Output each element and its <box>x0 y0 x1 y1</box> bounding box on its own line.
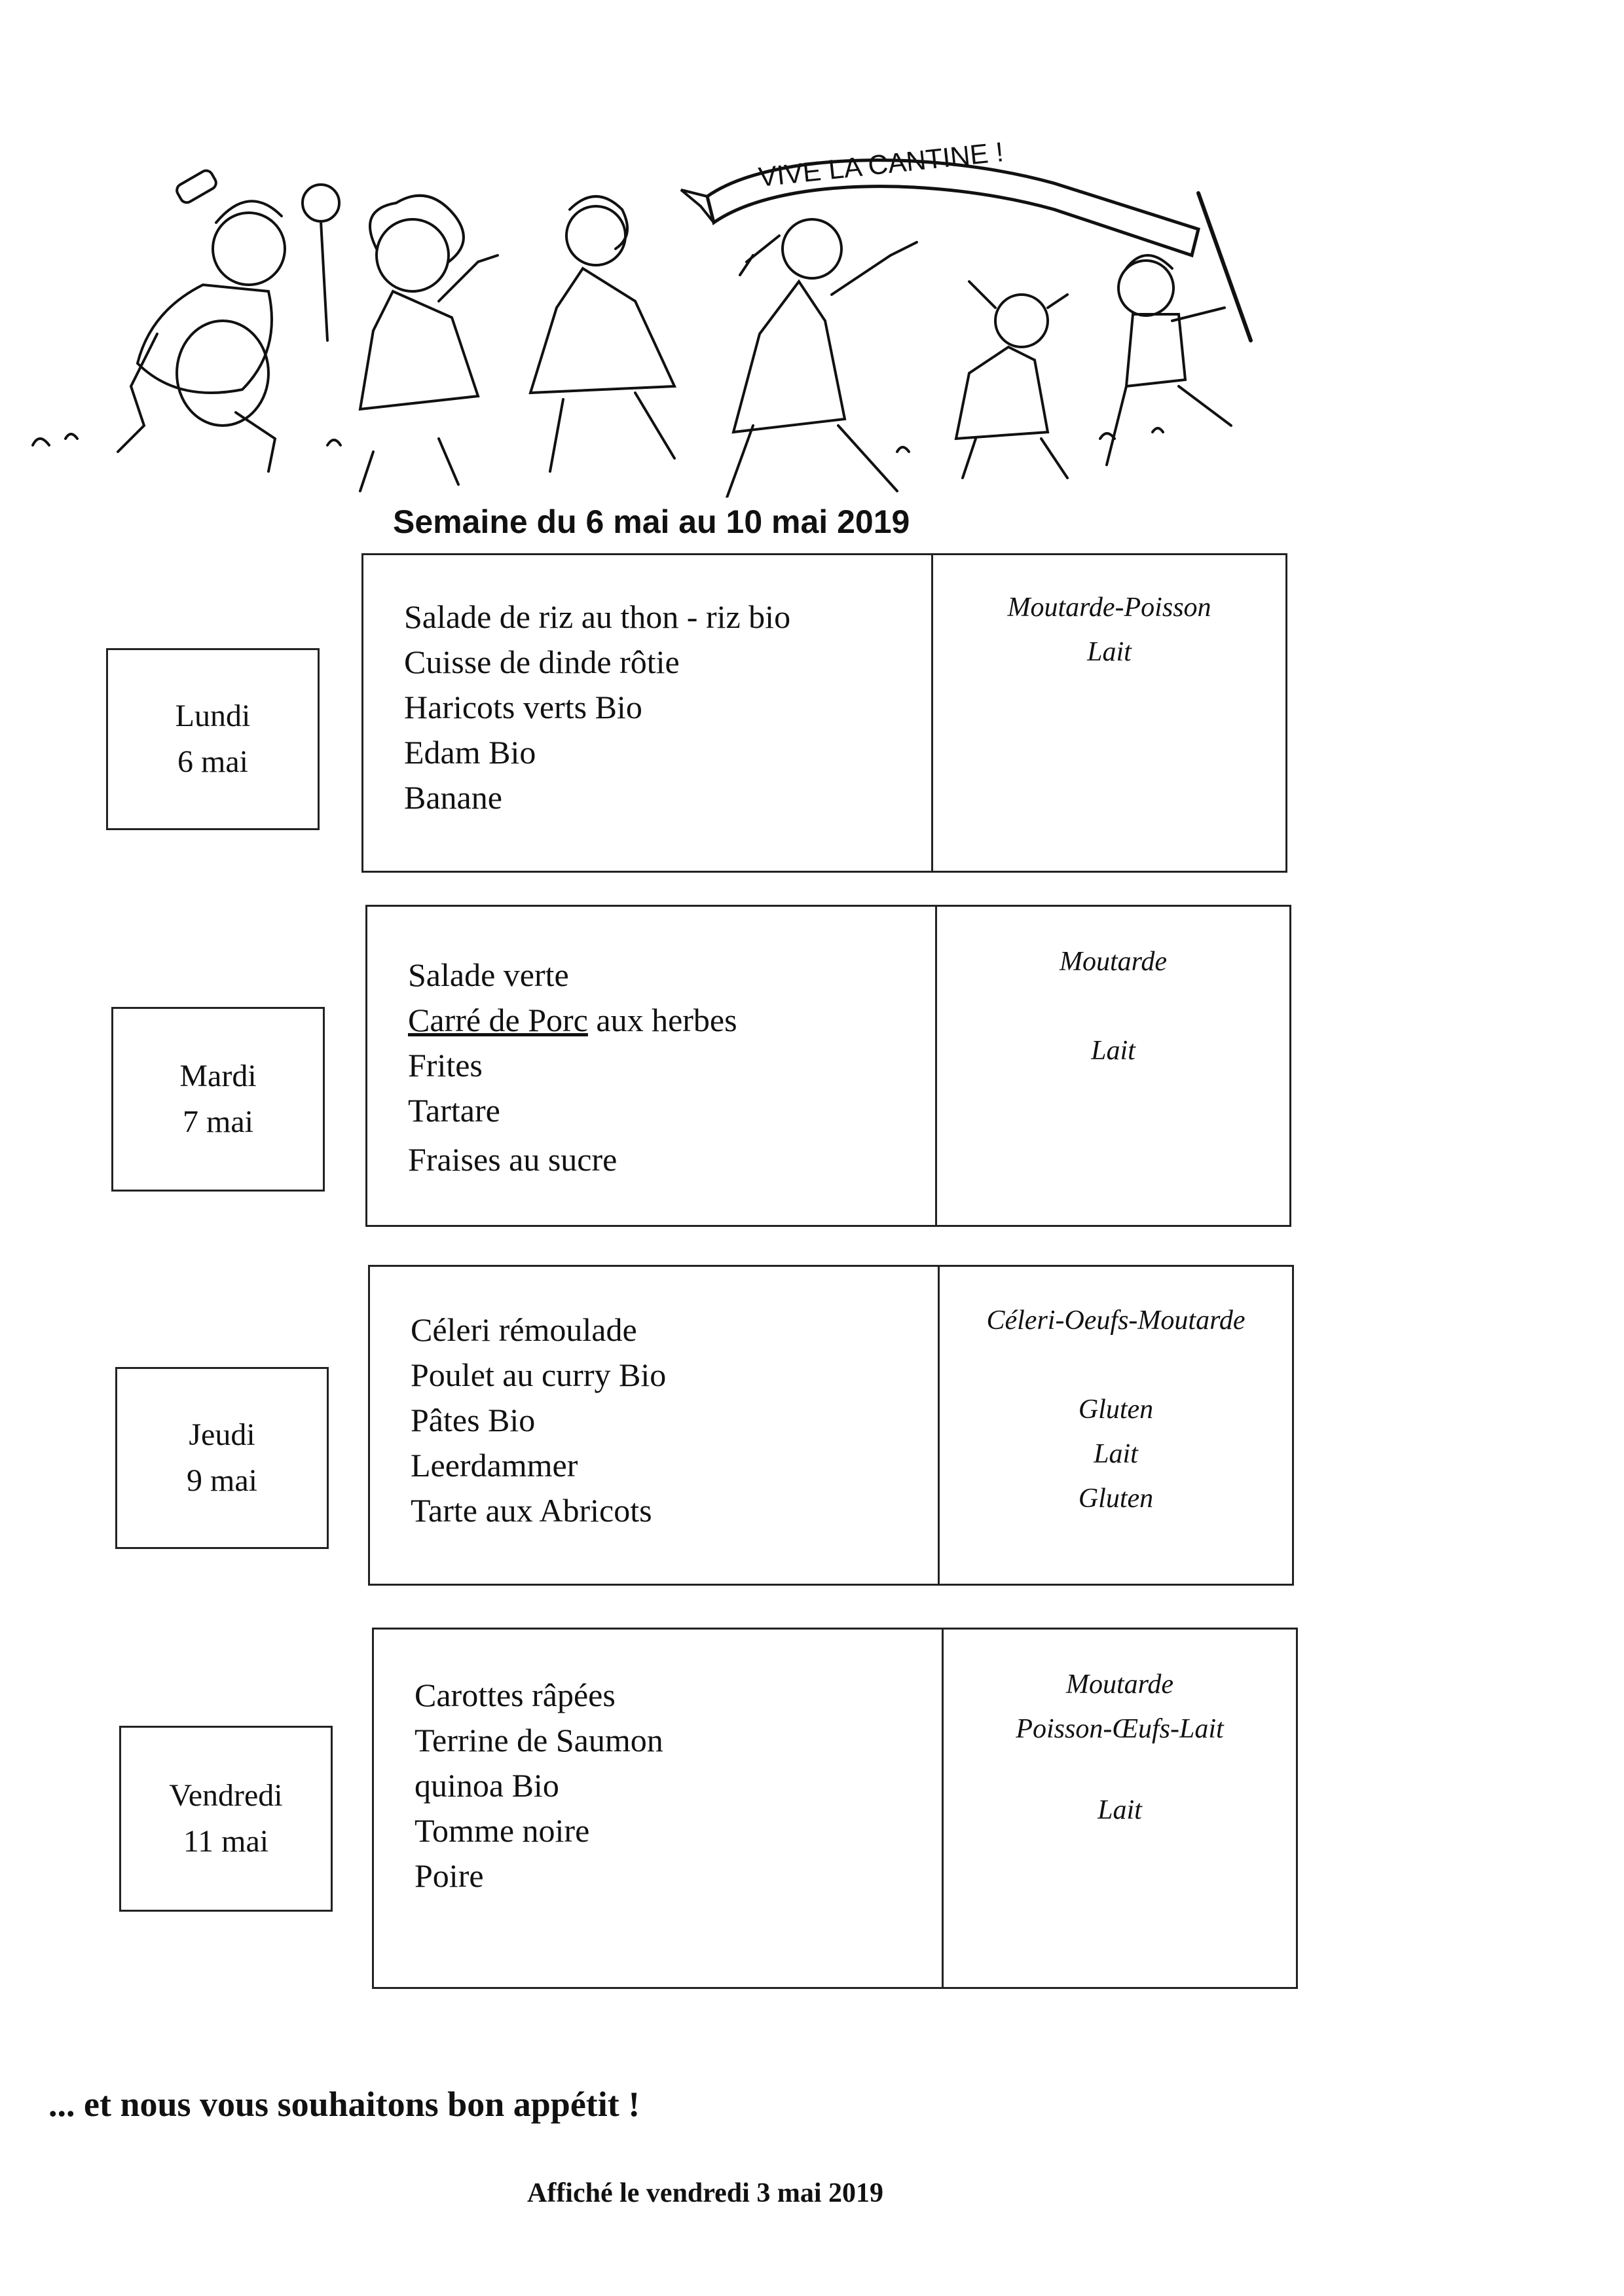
allergen-item: Lait <box>1091 1036 1135 1066</box>
dish-item: Salade verte <box>408 957 569 993</box>
menu-box-jeudi <box>368 1265 1294 1586</box>
dish-item-underlined-part: Carré de Porc <box>408 1002 588 1038</box>
allergen-item: Lait <box>1094 1439 1138 1469</box>
dish-item-rest: aux herbes <box>587 1002 737 1038</box>
allergen-item: Lait <box>1098 1795 1142 1825</box>
dish-item: Carottes râpées <box>415 1677 616 1713</box>
allergen-item <box>940 1343 1292 1387</box>
allergens-column <box>940 1267 1292 1584</box>
dish-item: quinoa Bio <box>415 1767 559 1804</box>
allergen-item: Poisson-Œufs-Lait <box>1016 1714 1224 1744</box>
menu-box-lundi <box>361 553 1287 873</box>
day-date: 7 mai <box>183 1104 253 1139</box>
allergen-item: Moutarde-Poisson <box>1007 592 1211 623</box>
dish-item: Edam Bio <box>404 734 536 771</box>
day-date: 6 mai <box>177 744 248 779</box>
day-name: Vendredi <box>169 1778 283 1813</box>
allergens-column <box>937 907 1289 1225</box>
menu-box-vendredi <box>372 1628 1298 1989</box>
week-title: Semaine du 6 mai au 10 mai 2019 <box>393 503 910 540</box>
dishes-column <box>370 1267 940 1584</box>
dish-item: Poire <box>415 1857 484 1894</box>
allergen-item: Gluten <box>1078 1484 1154 1514</box>
dishes-column <box>363 555 933 871</box>
day-date: 9 mai <box>187 1463 257 1498</box>
banner-slogan: VIVE LA CANTINE ! <box>757 136 1005 192</box>
day-box-lundi <box>106 648 320 830</box>
day-box-vendredi <box>119 1726 333 1912</box>
day-name: Lundi <box>175 699 251 733</box>
posted-date: Affiché le vendredi 3 mai 2019 <box>527 2178 883 2208</box>
dish-item: Terrine de Saumon <box>415 1722 663 1758</box>
day-box-mardi <box>111 1007 325 1192</box>
allergen-item: Gluten <box>1078 1394 1154 1425</box>
dish-item: Tomme noire <box>415 1812 590 1849</box>
dish-item: Haricots verts Bio <box>404 689 642 725</box>
dishes-column <box>367 907 937 1225</box>
day-name: Jeudi <box>189 1417 255 1452</box>
dish-item <box>408 998 935 1043</box>
dishes-column <box>374 1630 944 1987</box>
dish-item: Céleri rémoulade <box>411 1311 637 1348</box>
dish-item: Tarte aux Abricots <box>411 1492 652 1529</box>
day-box-jeudi <box>115 1367 329 1549</box>
dish-item: Cuisse de dinde rôtie <box>404 644 680 680</box>
allergens-column <box>933 555 1285 871</box>
allergen-item <box>937 984 1289 1029</box>
dish-item: Tartare <box>408 1092 500 1129</box>
allergen-item: Moutarde <box>1065 1669 1174 1700</box>
dish-item: Leerdammer <box>411 1447 578 1484</box>
day-name: Mardi <box>179 1059 257 1093</box>
day-date: 11 mai <box>183 1824 269 1859</box>
allergen-item: Lait <box>1087 637 1132 667</box>
allergens-column <box>944 1630 1296 1987</box>
menu-box-mardi <box>365 905 1291 1227</box>
dish-item: Frites <box>408 1047 483 1084</box>
dish-item: Pâtes Bio <box>411 1402 536 1438</box>
closing-message: ... et nous vous souhaitons bon appétit ! <box>48 2085 640 2124</box>
allergen-item: Céleri-Oeufs-Moutarde <box>986 1305 1246 1336</box>
dish-item: Salade de riz au thon - riz bio <box>404 598 791 635</box>
dish-item: Poulet au curry Bio <box>411 1357 667 1393</box>
dish-item: Fraises au sucre <box>408 1141 618 1178</box>
allergen-item: Moutarde <box>1059 947 1168 977</box>
dish-item: Banane <box>404 779 502 816</box>
cantine-banner-illustration <box>20 124 1297 498</box>
